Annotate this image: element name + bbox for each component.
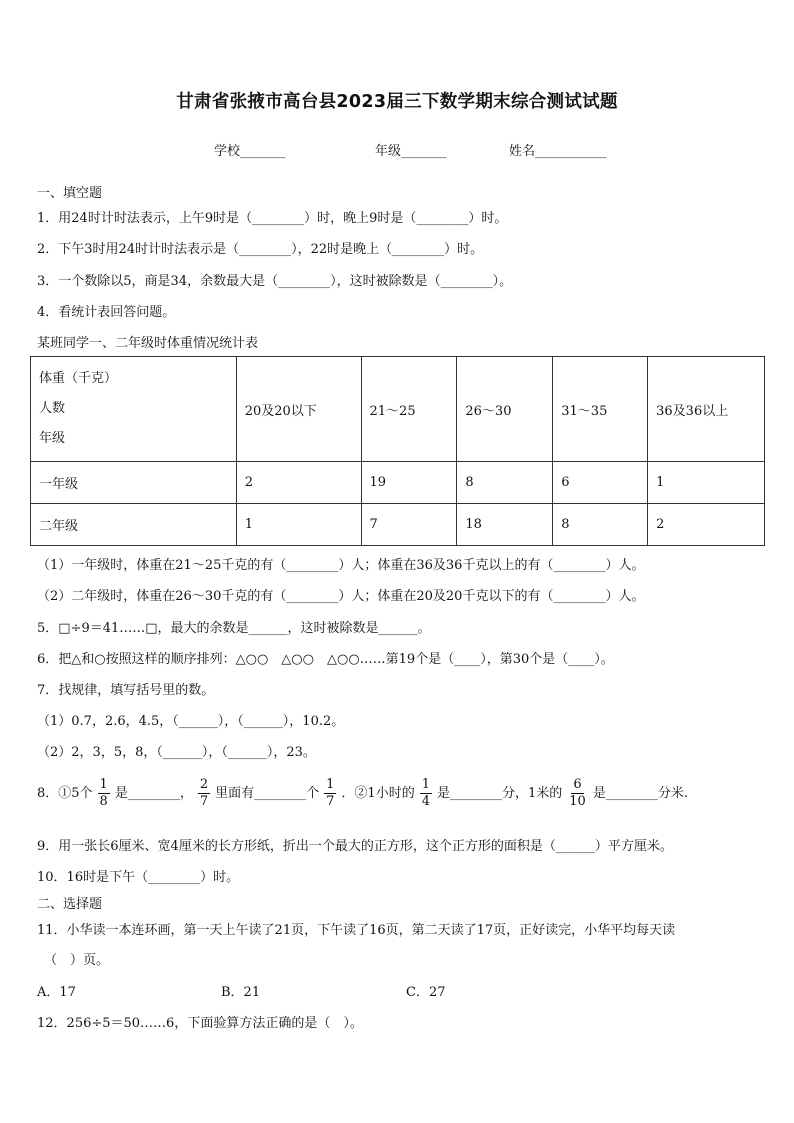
- question-4-1: （1）一年级时，体重在21～25千克的有（________）人；体重在36及36千克以上的有（________）人。: [37, 558, 645, 573]
- denominator: 7: [199, 794, 209, 809]
- name-field: 姓名___________: [509, 144, 607, 159]
- column-header: 31～35: [553, 357, 648, 462]
- table-cell: 2: [236, 462, 361, 504]
- question-4: 4．看统计表回答问题。: [37, 305, 176, 320]
- page-title: 甘肃省张掖市高台县2023届三下数学期末综合测试试题: [176, 92, 618, 112]
- denominator: 4: [421, 794, 430, 809]
- row-label: 二年级: [31, 504, 237, 546]
- question-4-2: （2）二年级时，体重在26～30千克的有（________）人；体重在20及20千克以下的有（________）人。: [37, 589, 645, 604]
- column-header: 21～25: [361, 357, 457, 462]
- q8-text-4: ．②1小时的: [341, 786, 415, 801]
- q8-text-5: 是________分，1米的: [436, 786, 563, 801]
- denominator: 10: [569, 794, 586, 809]
- section-heading-choice: 二、选择题: [37, 897, 103, 912]
- q8-text-3: 里面有________个: [215, 786, 320, 801]
- question-7: 7．找规律，填写括号里的数。: [37, 683, 215, 698]
- option-a: A．17: [37, 985, 76, 1000]
- denominator: 8: [99, 794, 108, 809]
- denominator: 7: [326, 794, 335, 809]
- q8-text-6: 是________分米.: [592, 786, 688, 801]
- corner-weight-label: 体重（千克）: [39, 371, 118, 386]
- table-cell: 8: [457, 462, 553, 504]
- corner-grade-label: 年级: [39, 431, 66, 446]
- q8-text-2: 是________，: [114, 786, 193, 801]
- option-b: B．21: [221, 985, 261, 1000]
- fraction-one-quarter: [420, 777, 432, 810]
- row-label: 一年级: [31, 462, 237, 504]
- table-cell: 8: [553, 504, 648, 546]
- numerator: 1: [421, 777, 430, 792]
- fraction-two-sevenths: [198, 777, 210, 810]
- weight-stats-table: [30, 356, 765, 546]
- question-7-1: （1）0.7，2.6，4.5，（______），（______），10.2。: [37, 714, 345, 729]
- table-cell: 18: [457, 504, 553, 546]
- table-header-row: [31, 357, 765, 462]
- grade-field: 年级_______: [375, 144, 447, 159]
- corner-count-label: 人数: [39, 401, 66, 416]
- column-header: 36及36以上: [648, 357, 765, 462]
- numerator: 1: [326, 777, 335, 792]
- fraction-six-tenths: [567, 777, 588, 810]
- numerator: 2: [199, 777, 209, 792]
- table-corner-cell: [31, 357, 237, 462]
- table-row: [31, 462, 765, 504]
- question-5: 5．□÷9＝41……□，最大的余数是______，这时被除数是______。: [37, 621, 431, 636]
- table-cell: 6: [553, 462, 648, 504]
- question-6: 6．把△和○按照这样的顺序排列：△○○ △○○ △○○……第19个是（____），第30个是（____）。: [37, 652, 614, 667]
- table-row: [31, 504, 765, 546]
- table-cell: 1: [648, 462, 765, 504]
- question-3: 3．一个数除以5，商是34，余数最大是（________），这时被除数是（________）。: [37, 274, 513, 289]
- column-header: 26～30: [457, 357, 553, 462]
- q8-text-1: 8．①5个: [37, 786, 93, 801]
- option-c: C．27: [406, 985, 446, 1000]
- numerator: 6: [573, 777, 582, 792]
- question-11-continuation: （ ）页。: [44, 953, 110, 968]
- numerator: 1: [99, 777, 108, 792]
- question-11: 11．小华读一本连环画，第一天上午读了21页，下午读了16页，第二天读了17页，正好读完，小华平均每天读: [37, 923, 676, 938]
- table-cell: 2: [648, 504, 765, 546]
- school-field: 学校_______: [214, 144, 286, 159]
- table-title: 某班同学一、二年级时体重情况统计表: [37, 336, 259, 351]
- table-cell: 7: [361, 504, 457, 546]
- question-1: 1．用24时计时法表示，上午9时是（________）时，晚上9时是（________）时。: [37, 211, 508, 226]
- question-2: 2．下午3时用24时计时法表示是（________），22时是晚上（________）时。: [37, 242, 484, 257]
- question-7-2: （2）2，3，5，8，（______），（______），23。: [37, 745, 316, 760]
- table-cell: 19: [361, 462, 457, 504]
- column-header: 20及20以下: [236, 357, 361, 462]
- table-cell: 1: [236, 504, 361, 546]
- question-12: 12．256÷5＝50……6，下面验算方法正确的是（ ）。: [37, 1016, 363, 1031]
- question-9: 9．用一张长6厘米、宽4厘米的长方形纸，折出一个最大的正方形，这个正方形的面积是（______）平方厘米。: [37, 839, 673, 854]
- fraction-one-seventh: [324, 777, 336, 810]
- section-heading-fill-in: 一、填空题: [37, 186, 103, 201]
- question-8: [37, 777, 688, 810]
- question-10: 10．16时是下午（________）时。: [37, 870, 240, 885]
- fraction-one-eighth: [98, 777, 110, 810]
